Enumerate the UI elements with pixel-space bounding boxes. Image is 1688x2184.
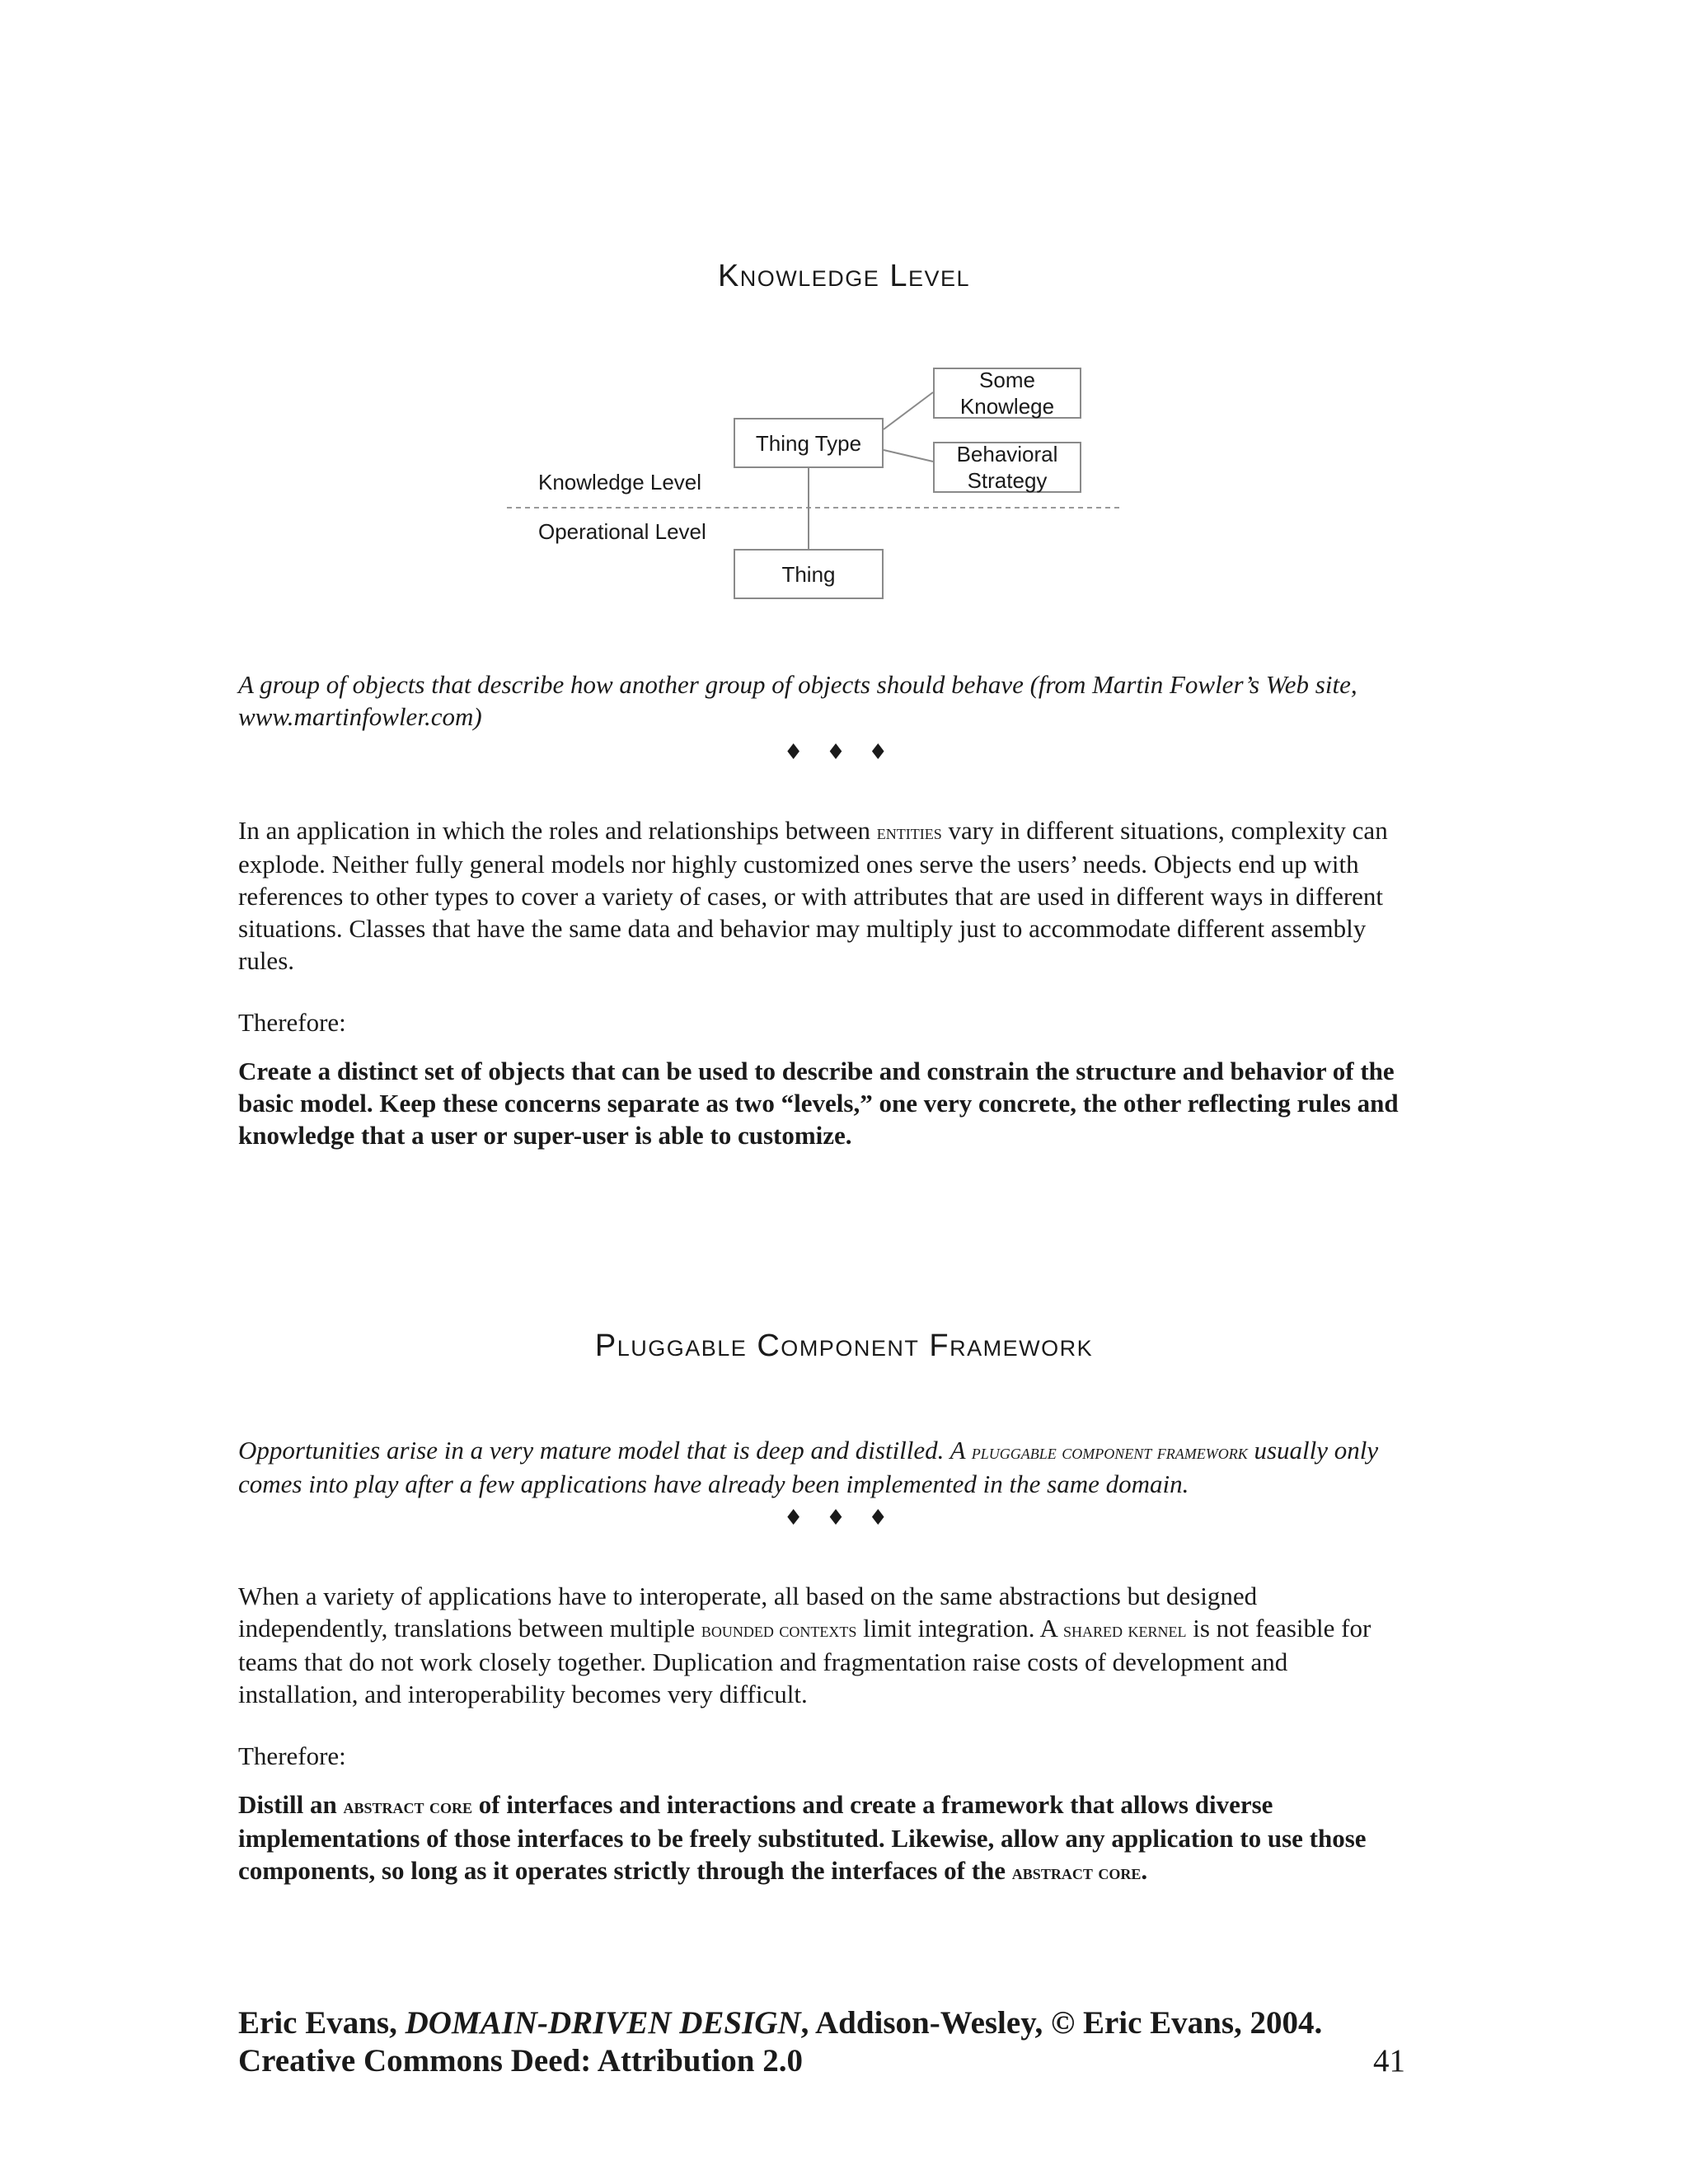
box-some-knowledge [933,368,1081,419]
pluggable-therefore [238,1740,1409,1772]
diamond-glyph: ♦ [868,740,904,765]
pluggable-term-shared-kernel: shared kernel [1062,1618,1187,1642]
therefore-label: Therefore: [238,1008,346,1037]
box-behavioral-strategy [933,442,1081,493]
pluggable-intro-post: usually only comes into play after a few applications have already been implemented in the same domain. [238,1436,1379,1498]
label-knowledge-level: Knowledge Level [538,470,702,494]
knowledge-level-problem [238,814,1409,977]
knowledge-level-intro-text: A group of objects that describe how another group of objects should behave (from Martin Fowler’s Web site, www.martinfowler.com) [238,670,1357,731]
diamond-glyph: ♦ [826,740,862,765]
therefore-label: Therefore: [238,1741,346,1770]
pluggable-term-abstract-core: abstract core [343,1794,472,1818]
pluggable-intro [238,1434,1409,1500]
problem-text-post: vary in different situations, complexity can explode. Neither fully general models nor highly customized ones serve the users’ needs. Objects end up with references to other types to cover a variety of cases, or with attributes that are used in different ways in different situations. Classes that have the same data and behavior may multiply just to accommodate different assembly rules. [238,816,1388,975]
pluggable-solution-mid: of interfaces and interactions and create a framework that allows diverse implementations of those interfaces to be freely substituted. Likewise, allow any application to use those components, so long as it operates strictly through the interfaces of the [238,1790,1367,1885]
solution-text: Create a distinct set of objects that can be used to describe and constrain the structure and behavior of the basic model. Keep these concerns separate as two “levels,” one very concrete, the other reflecting rules and knowledge that a user or super-user is able to customize. [238,1057,1399,1150]
page-footer [238,2004,1392,2080]
diamond-glyph: ♦ [784,1506,820,1530]
diamond-glyph: ♦ [868,1506,904,1530]
box-behavioral-line2: Strategy [967,468,1048,493]
pluggable-problem-post: is not feasible for teams that do not work closely together. Duplication and fragmentation raise costs of development and installation, and interoperability becomes very difficult. [238,1614,1372,1708]
pluggable-framework-title: Pluggable Component Framework [594,1329,1094,1363]
pluggable-term-abstract-core-2: abstract core [1011,1860,1142,1884]
pluggable-intro-term: pluggable component framework [971,1440,1248,1464]
box-thing-type [734,418,884,468]
connector-thingtype-someknowledge [884,392,933,429]
diamond-glyph: ♦ [784,740,820,765]
pluggable-solution-pre: Distill an [238,1790,344,1819]
knowledge-level-solution [238,1055,1409,1151]
pluggable-solution [238,1788,1409,1888]
footer-license: Creative Commons Deed: Attribution 2.0 [238,2043,803,2079]
box-thing [734,549,884,599]
footer-book-title: DOMAIN-DRIVEN DESIGN [405,2005,801,2041]
problem-term-entities: entities [876,820,942,844]
box-some-knowledge-line2: Knowlege [959,394,1055,419]
diamond-glyph: ♦ [826,1506,862,1530]
pluggable-term-bounded-contexts: bounded contexts [701,1618,857,1642]
knowledge-level-diagram [495,354,1154,618]
pluggable-intro-pre: Opportunities arise in a very mature model that is deep and distilled. A [238,1436,972,1465]
knowledge-level-title: Knowledge Level [717,259,971,293]
pluggable-diamonds [0,1506,1688,1530]
connector-thingtype-behavioral [884,450,933,462]
knowledge-level-therefore [238,1006,1409,1038]
footer-author-pre: Eric Evans, [238,2005,406,2041]
pluggable-solution-post: . [1141,1856,1148,1885]
box-some-knowledge-line1: Some [979,368,1035,392]
box-behavioral-line1: Behavioral [956,442,1058,466]
label-operational-level: Operational Level [538,519,706,544]
footer-citation [238,2004,1392,2042]
page-number: 41 [1373,2043,1405,2079]
pluggable-problem-mid: limit integration. A [856,1614,1063,1643]
box-thing-label: Thing [781,561,836,587]
footer-author-post: , Addison-Wesley, © Eric Evans, 2004. [800,2005,1323,2041]
box-thing-type-label: Thing Type [755,430,862,456]
problem-text-pre: In an application in which the roles and relationships between [238,816,877,845]
knowledge-level-diamonds [0,740,1688,765]
knowledge-level-intro [238,668,1409,733]
pluggable-problem-pre: When a variety of applications have to interoperate, all based on the same abstractions but designed independently, translations between multiple [238,1582,1258,1643]
pluggable-problem [238,1580,1409,1710]
